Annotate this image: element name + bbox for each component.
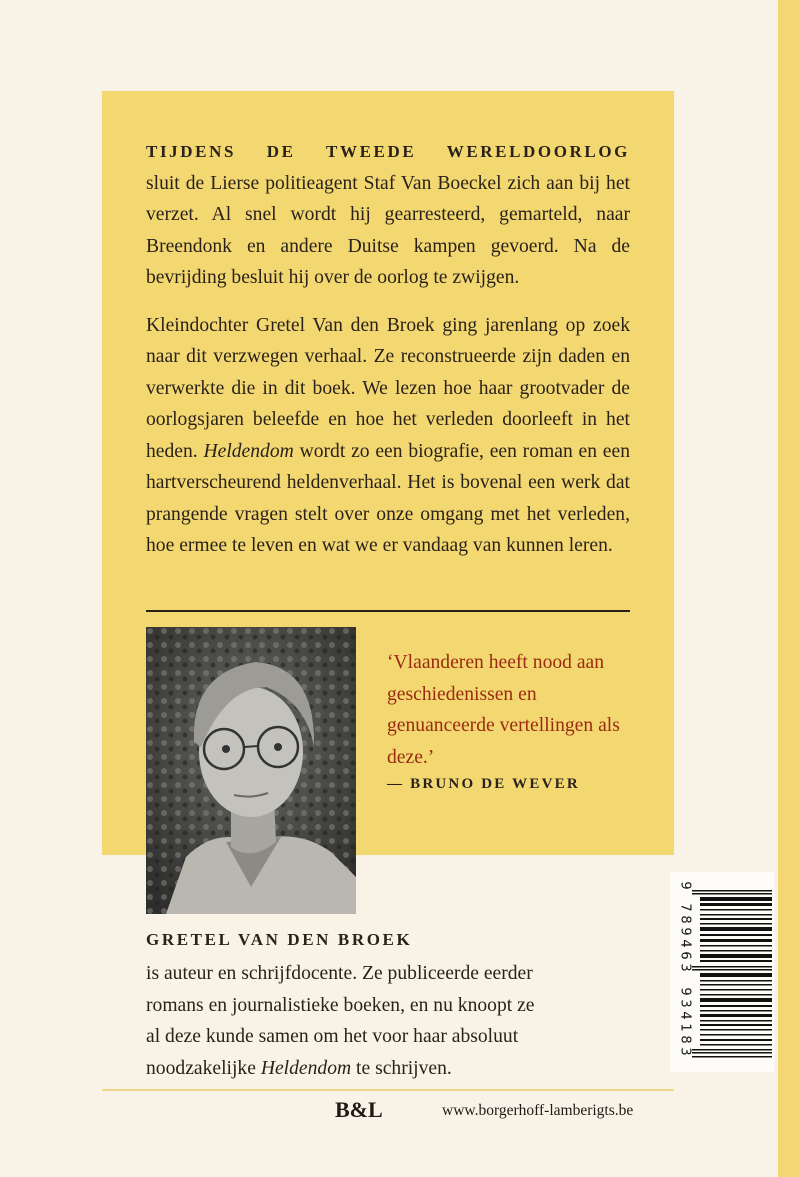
book-title: Heldendom <box>260 1057 352 1079</box>
blurb-paragraph-1: TIJDENS DE TWEEDE WERELDOORLOG sluit de Lierse politieagent Staf Van Boeckel zich aan bij het verzet. Al snel wordt hij gearresteerd, gemarteld, naar Breendonk en andere Duitse kampen gevoerd. Na de bevrijding besluit hij over de oorlog te zwijgen. <box>146 136 630 294</box>
review-quote: ‘Vlaanderen heeft nood aan geschiedenissen en genuanceerde vertellingen als deze.’ <box>387 652 620 768</box>
section-divider <box>146 610 630 612</box>
spine-strip <box>778 0 800 1177</box>
footer-divider <box>102 1089 674 1091</box>
portrait-image-icon <box>146 627 356 914</box>
book-title: Heldendom <box>203 440 294 462</box>
author-photo <box>146 627 356 914</box>
quote-attribution: — BRUNO DE WEVER <box>387 776 580 792</box>
barcode-digits: 9 7 8 9 4 6 3 9 3 4 1 8 3 <box>677 881 693 1056</box>
author-name: GRETEL VAN DEN BROEK <box>146 930 413 949</box>
blurb-text <box>146 136 630 562</box>
blurb-heading: TIJDENS DE TWEEDE WERELDOORLOG <box>146 142 630 161</box>
author-bio: is auteur en schrijfdocente. Ze publiceerde eerder romans en journalistieke boeken, en nu knoopt ze al deze kunde samen om het voor haar absoluut noodzakelijke Heldendom te schrijven. <box>146 963 535 1079</box>
barcode-bars-icon <box>692 890 772 1062</box>
blurb-paragraph-2: Kleindochter Gretel Van den Broek ging jarenlang op zoek naar dit verzwegen verhaal. Ze reconstrueerde zijn daden en verwerkte die in dit boek. We lezen hoe haar grootvader de oorlogsjaren beleefde en hoe het verleden doorleeft in het heden. Heldendom wordt zo een biografie, een roman en een hartverscheurend heldenverhaal. Het is bovenal een werk dat prangende vragen stelt over onze omgang met het verleden, hoe ermee te leven en wat we er vandaag van kunnen leren. <box>146 314 630 556</box>
publisher-website[interactable]: www.borgerhoff-lamberigts.be <box>442 1102 634 1119</box>
publisher-logo: B&L <box>335 1097 383 1122</box>
